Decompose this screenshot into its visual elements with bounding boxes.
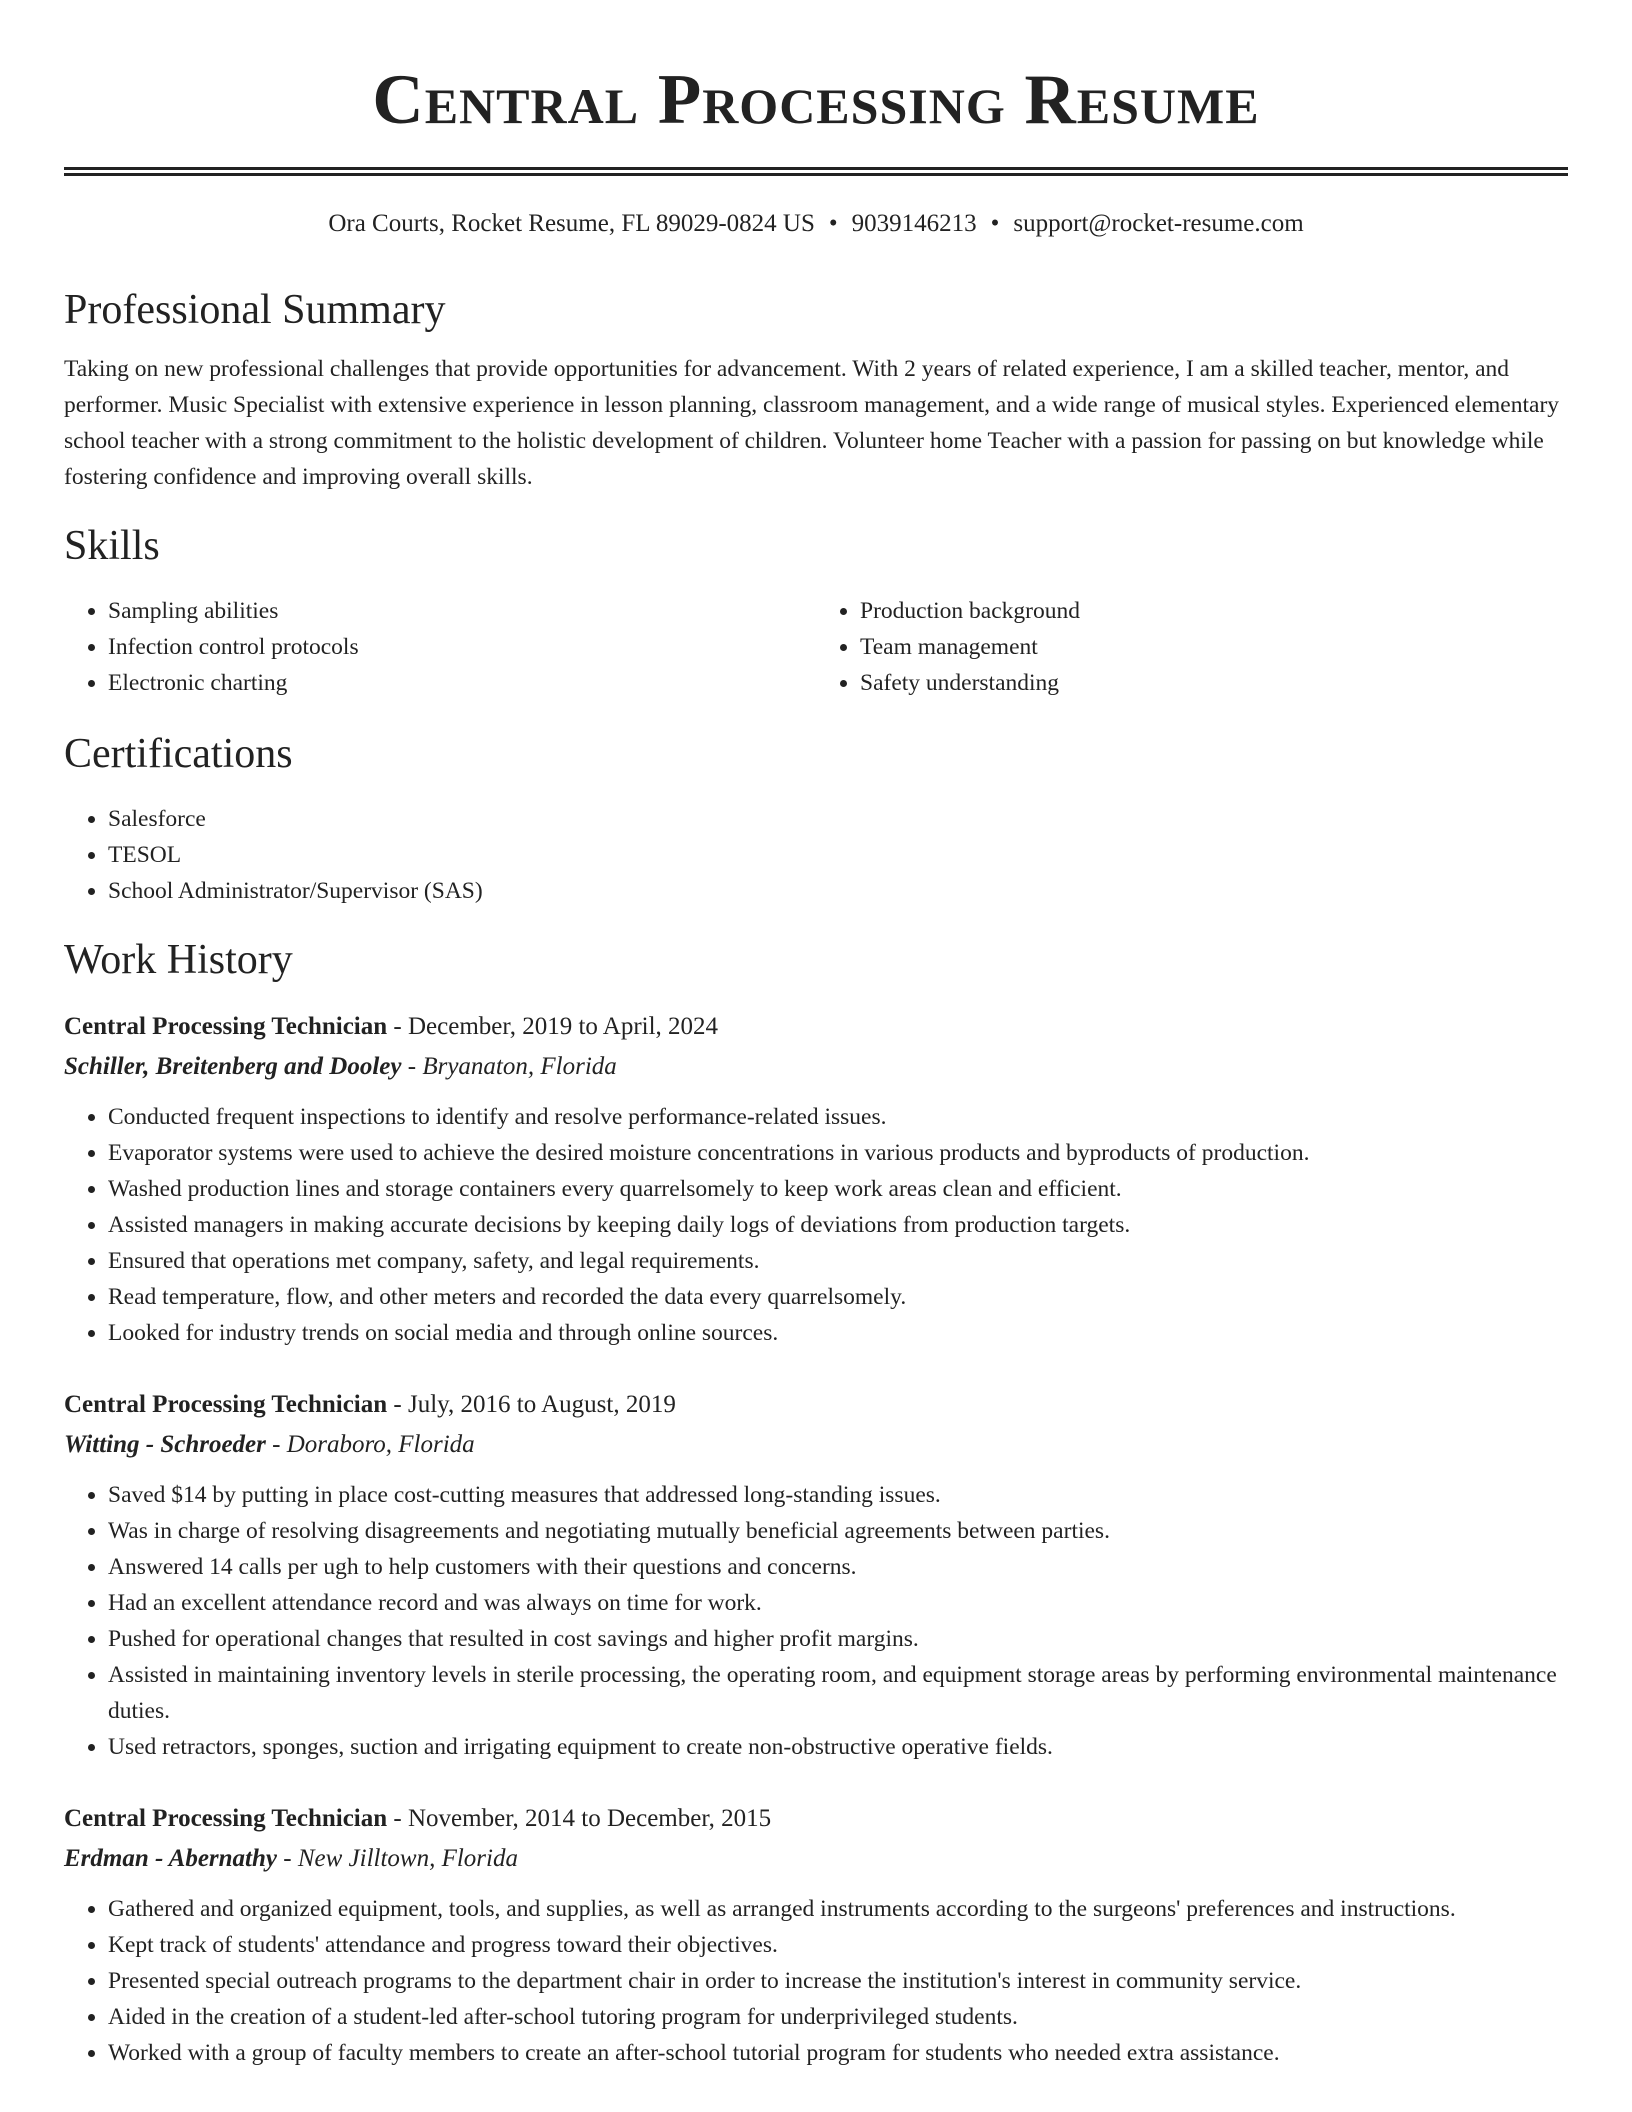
skill-item: • Team management [860,629,1568,665]
job-duties-list [64,1477,1568,1765]
skill-item: • Production background [860,593,1568,629]
job-duty: • Had an excellent attendance record and was always on time for work. [108,1585,1568,1621]
certification-item: • Salesforce [108,801,1568,837]
job-duty: • Evaporator systems were used to achieve the desired moisture concentrations in various products and byproducts of production. [108,1135,1568,1171]
job-duty: • Worked with a group of faculty members to create an after-school tutorial program for students who needed extra assistance. [108,2035,1568,2071]
job-entry-1 [64,1007,1568,1351]
certification-item: • School Administrator/Supervisor (SAS) [108,873,1568,909]
job-duty: • Answered 14 calls per ugh to help customers with their questions and concerns. [108,1549,1568,1585]
certifications-heading: Certifications [64,731,293,777]
job-duty: • Saved $14 by putting in place cost-cutting measures that addressed long-standing issues. [108,1477,1568,1513]
company-location: - Doraboro, Florida [265,1431,475,1458]
certifications-list [64,801,1568,909]
company-line [64,1839,1568,1879]
job-duty: • Was in charge of resolving disagreements and negotiating mutually beneficial agreements between parties. [108,1513,1568,1549]
skills-list-left [64,593,816,701]
skills-heading: Skills [64,523,160,569]
company-name: Witting - Schroeder [64,1431,266,1458]
job-duties-list [64,1099,1568,1351]
job-title: Central Processing Technician [64,1013,388,1040]
contact-separator: • [990,210,1000,237]
resume-page [64,0,1568,2071]
company-location: - New Jilltown, Florida [277,1845,518,1872]
summary-text: Taking on new professional challenges that provide opportunities for advancement. With 2 years of related experience, I am a skilled teacher, mentor, and performer. Music Specialist with extensive experience in lesson planning, classroom management, and a wide range of musical styles. Experienced elementary school teacher with a strong commitment to the holistic development of children. Volunteer home Teacher with a passion for passing on but knowledge while fostering confidence and improving overall skills. [64,356,1560,490]
job-duty: • Used retractors, sponges, suction and irrigating equipment to create non-obstructive operative fields. [108,1729,1568,1765]
job-duty: • Assisted in maintaining inventory levels in sterile processing, the operating room, and equipment storage areas by performing environmental maintenance duties. [108,1657,1568,1729]
job-duty: • Washed production lines and storage containers every quarrelsomely to keep work areas clean and efficient. [108,1171,1568,1207]
job-title-line [64,1799,1568,1839]
job-title-line [64,1385,1568,1425]
job-dates: - July, 2016 to August, 2019 [387,1391,676,1418]
company-line [64,1047,1568,1087]
resume-title: Central Processing Resume [372,61,1260,139]
skills-columns [64,593,1568,701]
job-entry-2 [64,1385,1568,1765]
job-duty: • Assisted managers in making accurate decisions by keeping daily logs of deviations from production targets. [108,1207,1568,1243]
job-duty: • Presented special outreach programs to the department chair in order to increase the institution's interest in community service. [108,1963,1568,1999]
job-duty: • Conducted frequent inspections to identify and resolve performance-related issues. [108,1099,1568,1135]
job-title: Central Processing Technician [64,1391,388,1418]
title-double-rule [64,167,1568,176]
skill-item: • Electronic charting [108,665,816,701]
work-history-heading: Work History [64,937,293,983]
job-duty: • Pushed for operational changes that resulted in cost savings and higher profit margins. [108,1621,1568,1657]
company-name: Schiller, Breitenberg and Dooley [64,1053,402,1080]
skills-list-right [816,593,1568,701]
skill-item: • Infection control protocols [108,629,816,665]
contact-address: Ora Courts, Rocket Resume, FL 89029-0824 US [328,210,815,237]
job-duty: • Aided in the creation of a student-led after-school tutoring program for underprivileged students. [108,1999,1568,2035]
job-duty: • Looked for industry trends on social media and through online sources. [108,1315,1568,1351]
skill-item: • Sampling abilities [108,593,816,629]
job-title: Central Processing Technician [64,1805,388,1832]
company-name: Erdman - Abernathy [64,1845,278,1872]
job-dates: - November, 2014 to December, 2015 [387,1805,772,1832]
job-title-line [64,1007,1568,1047]
summary-heading: Professional Summary [64,287,446,333]
job-entry-3 [64,1799,1568,2071]
contact-phone: 9039146213 [851,210,977,237]
job-duty: • Read temperature, flow, and other meters and recorded the data every quarrelsomely. [108,1279,1568,1315]
contact-line [64,209,1568,239]
job-duty: • Gathered and organized equipment, tools, and supplies, as well as arranged instruments according to the surgeons' preferences and instructions. [108,1891,1568,1927]
certification-item: • TESOL [108,837,1568,873]
job-duties-list [64,1891,1568,2071]
job-dates: - December, 2019 to April, 2024 [387,1013,719,1040]
contact-email: support@rocket-resume.com [1013,210,1304,237]
job-duty: • Kept track of students' attendance and progress toward their objectives. [108,1927,1568,1963]
company-location: - Bryanaton, Florida [401,1053,617,1080]
skill-item: • Safety understanding [860,665,1568,701]
contact-separator: • [828,210,838,237]
job-duty: • Ensured that operations met company, safety, and legal requirements. [108,1243,1568,1279]
company-line [64,1425,1568,1465]
